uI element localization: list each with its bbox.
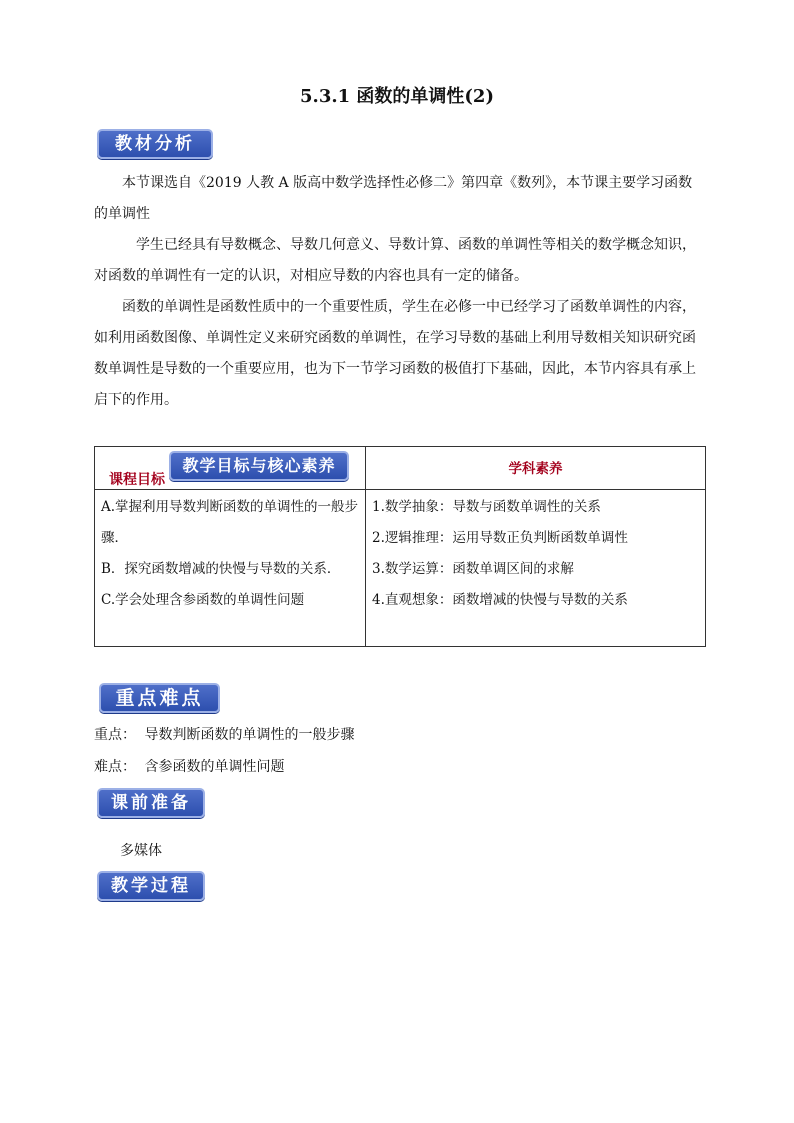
section-badge-analysis: 教材分析	[97, 129, 213, 159]
analysis-text	[94, 168, 706, 416]
prep-text: 多媒体	[120, 843, 162, 859]
section-badge-goals: 教学目标与核心素养	[169, 451, 349, 481]
course-goals-label: 课程目标	[109, 472, 165, 488]
key-label: 重点：	[94, 727, 136, 743]
course-goals-cell	[95, 490, 366, 647]
analysis-paragraph: 本节课选自《2019 人教 A 版高中数学选择性必修二》第四章《数列》，本节课主要学习函数的单调性	[94, 175, 693, 222]
difficulty-text: 含参函数的单调性问题	[144, 759, 285, 775]
literacy-item: 1.数学抽象：导数与函数单调性的关系	[372, 499, 601, 515]
literacy-item: 4.直观想象：函数增减的快慢与导数的关系	[372, 592, 628, 608]
literacy-cell	[366, 490, 706, 647]
goals-header-right	[366, 447, 706, 490]
page-title: 5.3.1 函数的单调性(2)	[300, 86, 494, 107]
analysis-paragraph: 学生已经具有导数概念、导数几何意义、导数计算、函数的单调性等相关的数学概念知识，对函数的单调性有一定的认识，对相应导数的内容也具有一定的储备。	[94, 237, 696, 284]
goals-header-left	[95, 447, 366, 490]
section-badge-key: 重点难点	[99, 683, 220, 713]
goals-table	[94, 446, 706, 647]
analysis-paragraph: 函数的单调性是函数性质中的一个重要性质，学生在必修一中已经学习了函数单调性的内容，如利用函数图像、单调性定义来研究函数的单调性，在学习导数的基础上利用导数相关知识研究函数单调性是导数的一个重要应用，也为下一节学习函数的极值打下基础，因此，本节内容具有承上启下的作用。	[94, 299, 696, 408]
section-badge-prep: 课前准备	[97, 788, 205, 818]
literacy-item: 3.数学运算：函数单调区间的求解	[372, 561, 574, 577]
difficulty-line	[94, 757, 284, 777]
goal-item: B．探究函数增减的快慢与导数的关系．	[101, 561, 341, 577]
subject-literacy-label: 学科素养	[508, 461, 563, 477]
goal-item: A.掌握利用导数判断函数的单调性的一般步骤．	[101, 499, 359, 546]
section-badge-process: 教学过程	[97, 871, 205, 901]
key-text: 导数判断函数的单调性的一般步骤	[144, 727, 355, 743]
difficulty-label: 难点：	[94, 759, 136, 775]
key-point-line	[94, 725, 354, 745]
literacy-item: 2.逻辑推理：运用导数正负判断函数单调性	[372, 530, 628, 546]
goal-item: C.学会处理含参函数的单调性问题	[101, 592, 305, 608]
